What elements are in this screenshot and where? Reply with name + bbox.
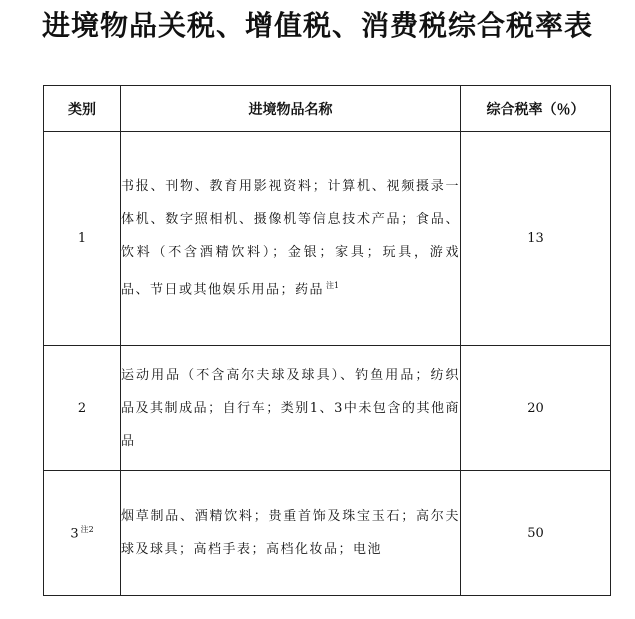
item-name-text: 烟草制品、酒精饮料；贵重首饰及珠宝玉石；高尔夫球及球具；高档手表；高档化妆品；电池 <box>121 509 460 557</box>
category-cell <box>44 132 121 346</box>
table-row <box>44 471 611 596</box>
rate-value: 20 <box>527 400 544 416</box>
category-value: 3 <box>70 526 79 542</box>
category-value: 1 <box>77 231 87 246</box>
rate-cell <box>461 471 611 596</box>
item-name-cell <box>121 471 461 596</box>
item-name-cell <box>121 132 461 346</box>
footnote-marker: 注2 <box>80 525 94 535</box>
item-name-text: 运动用品（不含高尔夫球及球具）、钓鱼用品；纺织品及其制成品；自行车；类别1、3中未包含的其他商品 <box>121 367 460 449</box>
category-value: 2 <box>77 400 87 416</box>
category-cell <box>44 346 121 471</box>
rate-cell <box>461 346 611 471</box>
category-cell <box>44 471 121 596</box>
footnote-marker: 注1 <box>326 281 340 291</box>
header-rate: 综合税率（％） <box>461 86 611 132</box>
rate-value: 50 <box>527 525 544 541</box>
table-header-row <box>44 86 611 132</box>
item-name-cell <box>121 346 461 471</box>
rate-cell <box>461 132 611 346</box>
rate-value: 13 <box>527 231 544 246</box>
header-item-name: 进境物品名称 <box>121 86 461 132</box>
tax-rate-table <box>43 85 611 596</box>
page-title: 进境物品关税、增值税、消费税综合税率表 <box>41 9 593 42</box>
item-name-text: 书报、刊物、教育用影视资料；计算机、视频摄录一体机、数字照相机、摄像机等信息技术产品；食品、饮料（不含酒精饮料）；金银；家具；玩具，游戏品、节日或其他娱乐用品；药品 <box>121 179 460 298</box>
table-row <box>44 346 611 471</box>
header-category: 类别 <box>44 86 121 132</box>
table-row <box>44 132 611 346</box>
